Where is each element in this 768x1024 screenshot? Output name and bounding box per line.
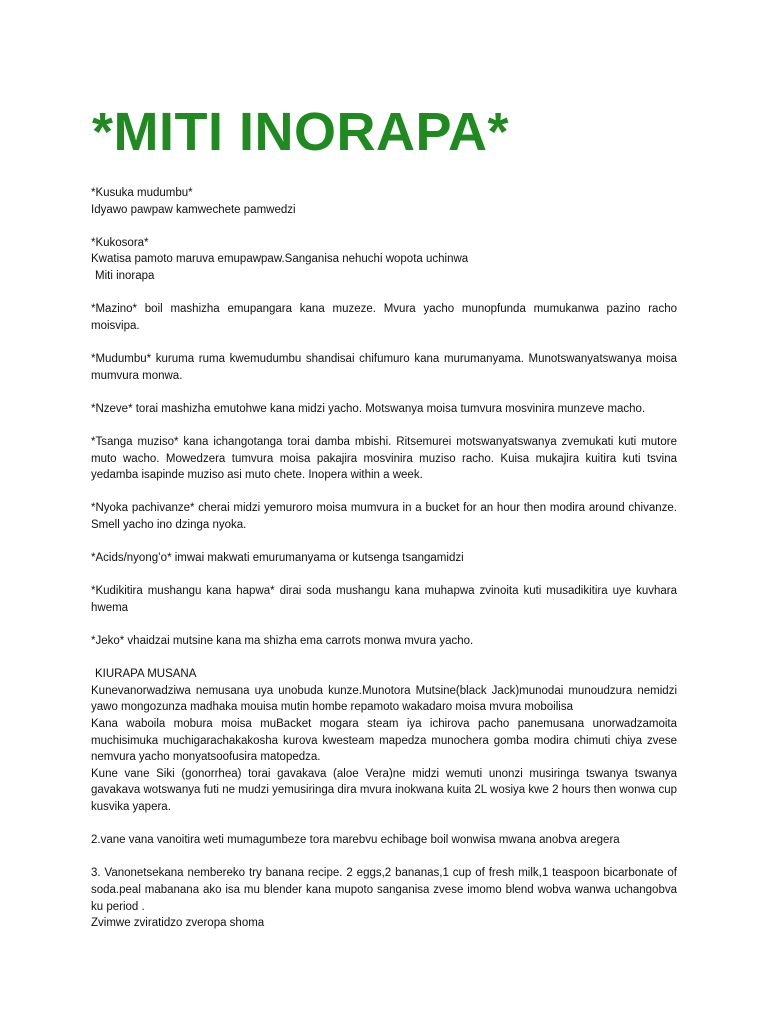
paragraph-nyoka: *Nyoka pachivanze* cherai midzi yemuroro moisa mumvura in a bucket for an hour then modira around chivanze. Smell yacho ino dzinga nyoka. [91, 502, 677, 531]
paragraph-musana-1: Kunevanorwadziwa nemusana uya unobuda kunze.Munotora Mutsine(black Jack)munodai munoudzura nemidzi yawo mongozunza madhaka mouisa mutin hombe repamoto wakadaro moisa mvura moboilisa [91, 684, 677, 714]
paragraph-nzeve: *Nzeve* torai mashizha emutohwe kana midzi yacho. Motswanya moisa tumvura mosvinira munzeve macho. [91, 402, 646, 415]
paragraph-kusuka-mudumbu: Idyawo pawpaw kamwechete pamwedzi [91, 203, 296, 216]
paragraph-siki: Kune vane Siki (gonorrhea) torai gavakava (aloe Vera)ne midzi wemuti unonzi musiringa tswanya tswanya gavakava wotswanya futi ne mudzi yemusiringa dira mvura inokwana kuita 2L wosiya kwe 2 hours then wonwa cup kusvika yapera. [91, 767, 677, 813]
paragraph-mazino: *Mazino* boil mashizha emupangara kana muzeze. Mvura yacho munopfunda mumukanwa pazino racho moisvipa. [91, 303, 677, 332]
document-title: *MITI INORAPA* [92, 102, 510, 162]
paragraph-acids: *Acids/nyong’o* imwai makwati emurumanyama or kutsenga tsangamidzi [91, 552, 464, 565]
paragraph-mudumbu: *Mudumbu* kuruma ruma kwemudumbu shandisai chifumuro kana murumanyama. Munotswanyatswanya moisa mumvura monwa. [91, 352, 677, 382]
paragraph-musana-2: Kana waboila mobura moisa muBacket mogara steam iya ichirova pacho panemusana unorwadzamoita muchisimuka muchigarachakakosha kurova kwesteam mapedza munochera gomba modira chimuti chiya zvese nemvura yacho monyatsoofusira matopedza. [91, 718, 677, 764]
document-body [91, 185, 677, 932]
paragraph-weti: 2.vane vana vanoitira weti mumagumbeze tora marebvu echibage boil wonwisa mwana anobva aregera [91, 834, 620, 847]
paragraph-banana-recipe: 3. Vanonetsekana nembereko try banana recipe. 2 eggs,2 bananas,1 cup of fresh milk,1 teaspoon bicarbonate of soda.peal mabanana ako isa mu blender kana mupoto sanganisa zvese imomo blend wobva wanwa uchangobva ku period . [91, 867, 677, 913]
paragraph-ropa-shoma: Zvimwe zviratidzo zveropa shoma [91, 917, 265, 930]
paragraph-jeko: *Jeko* vhaidzai mutsine kana ma shizha ema carrots monwa mvura yacho. [91, 635, 474, 648]
heading-kiurapa-musana: KIURAPA MUSANA [95, 668, 197, 681]
paragraph-kukosora: Kwatisa pamoto maruva emupawpaw.Sanganisa nehuchi wopota uchinwa [91, 253, 469, 266]
subheading-miti-inorapa: Miti inorapa [95, 269, 155, 282]
heading-kusuka-mudumbu: *Kusuka mudumbu* [91, 187, 193, 199]
paragraph-tsanga-muziso: *Tsanga muziso* kana ichangotanga torai damba mbishi. Ritsemurei motswanyatswanya zvemukati kuti mutore muto wacho. Mowedzera tumvura moisa pakajira mosvinira muziso racho. Kuisa mukajira kuitira kuti tsvina yedamba isapinde muziso asi muto chete. Inopera within a week. [91, 435, 677, 482]
heading-kukosora: *Kukosora* [91, 236, 149, 249]
paragraph-kudikitira: *Kudikitira mushangu kana hapwa* dirai soda mushangu kana muhapwa zvinoita kuti musadikitira uye kuvhara hwema [91, 585, 677, 614]
